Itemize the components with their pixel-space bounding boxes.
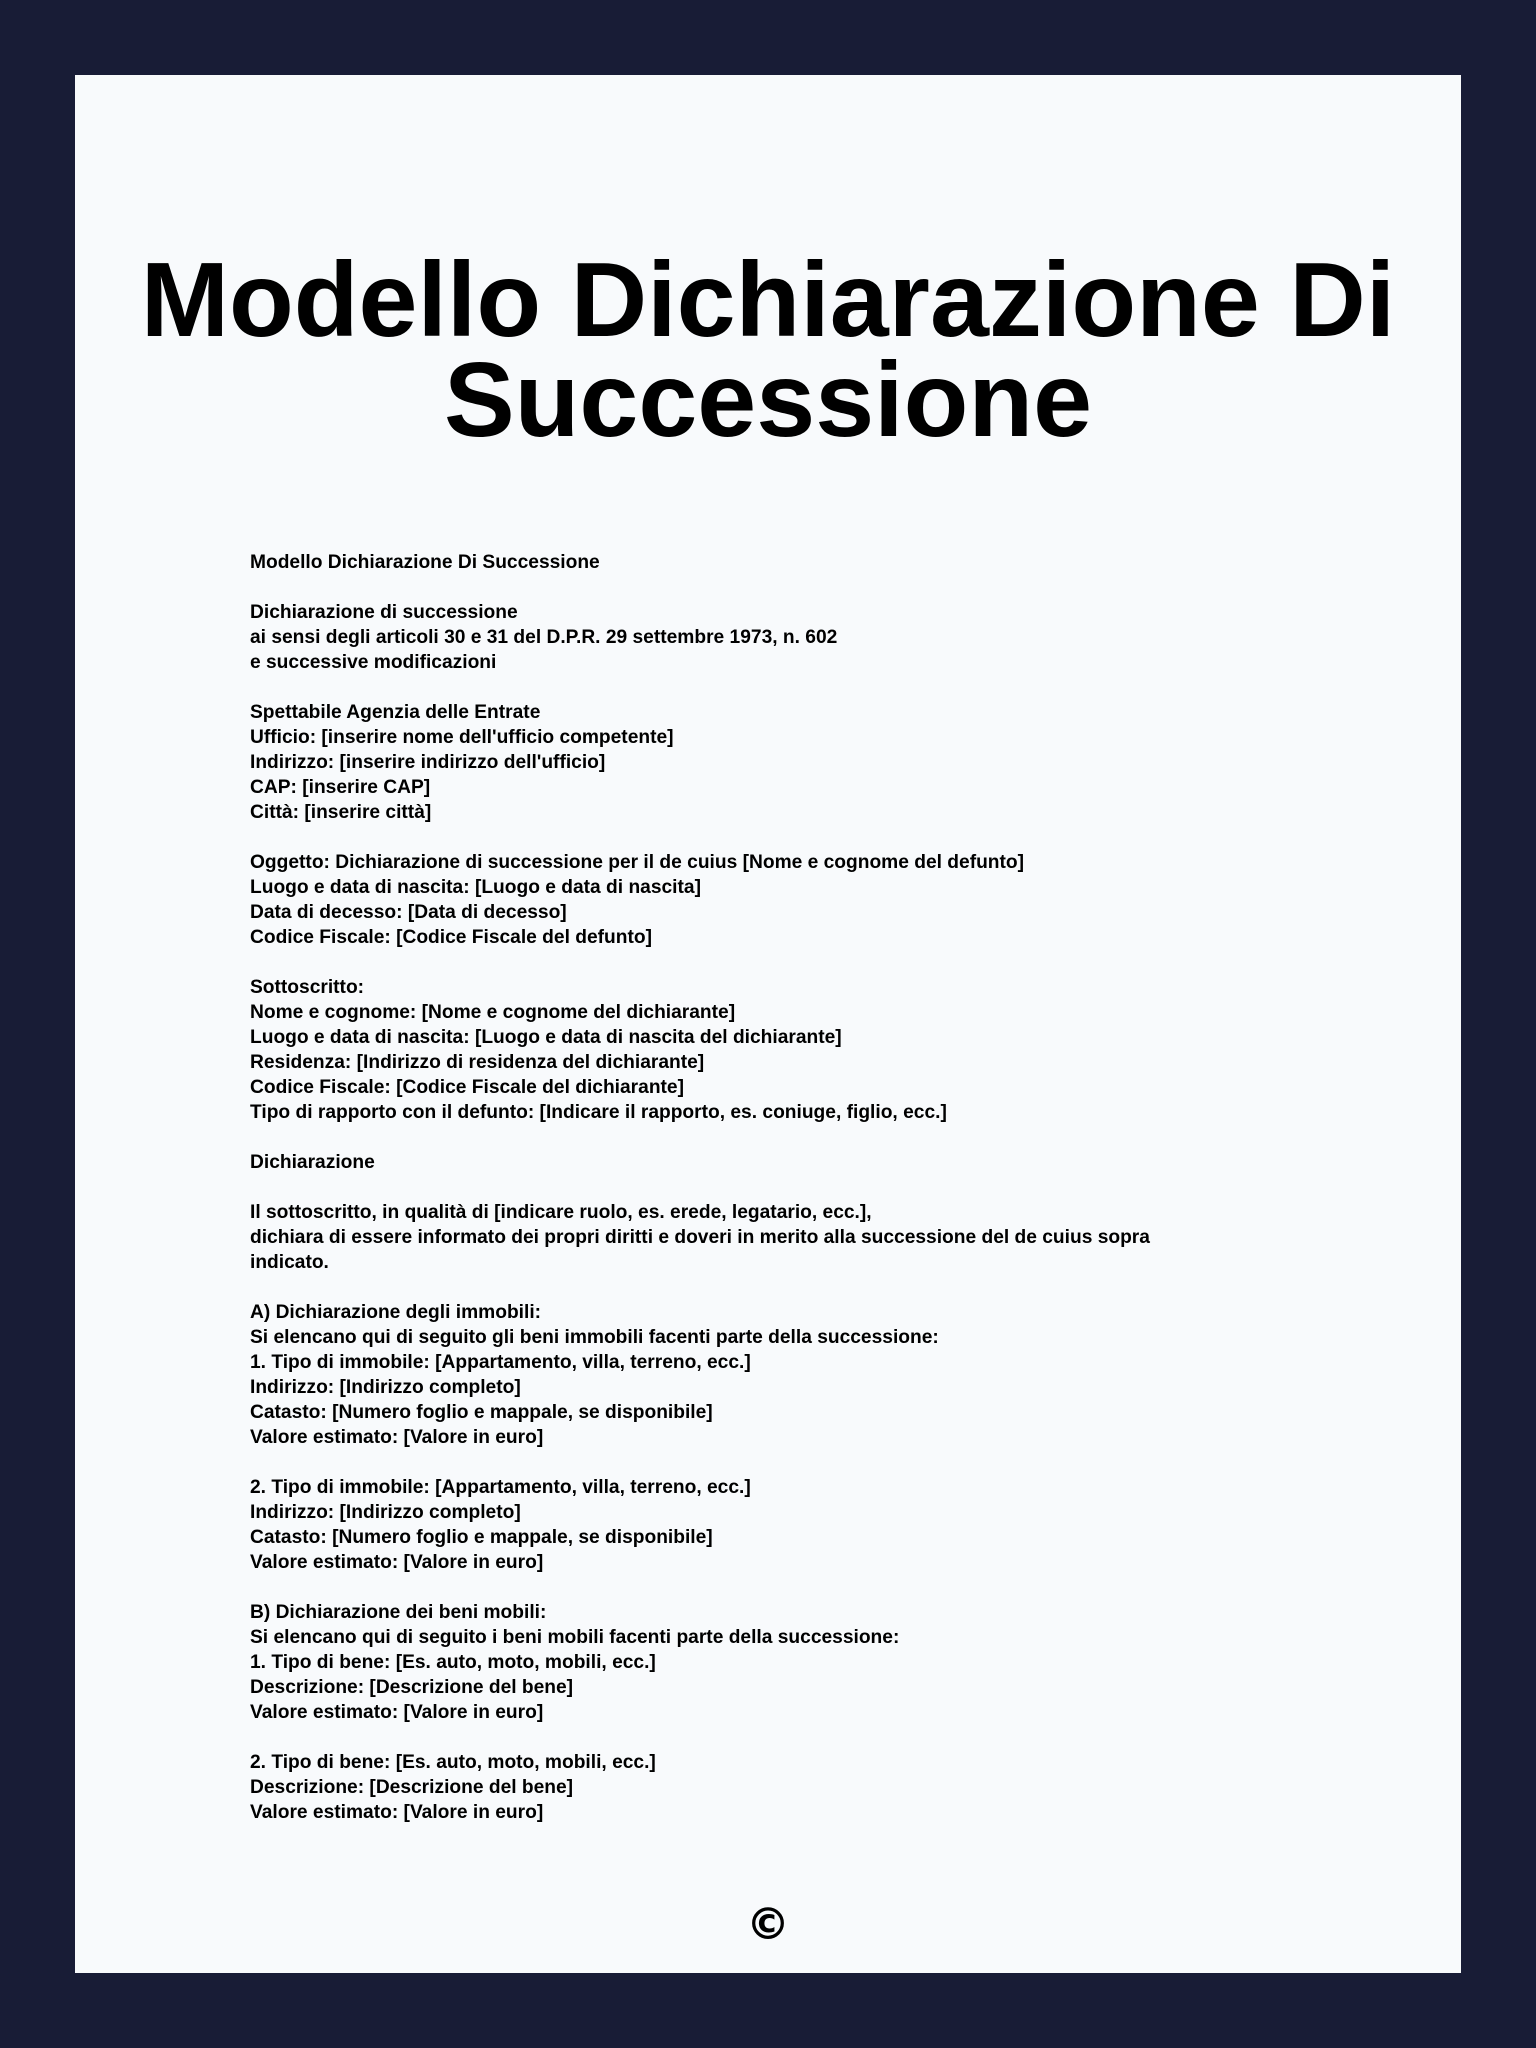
blank-line — [250, 1450, 1290, 1475]
text-line: Codice Fiscale: [Codice Fiscale del dichiarante] — [250, 1077, 684, 1098]
copyright-icon: © — [746, 1899, 790, 1950]
text-line: Dichiarazione di successione — [250, 602, 518, 623]
text-line: Luogo e data di nascita: [Luogo e data di nascita] — [250, 877, 701, 898]
text-line: Si elencano qui di seguito gli beni immobili facenti parte della successione: — [250, 1327, 939, 1348]
text-line: Tipo di rapporto con il defunto: [Indicare il rapporto, es. coniuge, figlio, ecc.] — [250, 1102, 947, 1123]
text-line: Catasto: [Numero foglio e mappale, se disponibile] — [250, 1527, 713, 1548]
text-line: Dichiarazione — [250, 1152, 375, 1173]
text-line: Descrizione: [Descrizione del bene] — [250, 1677, 574, 1698]
text-line: 2. Tipo di bene: [Es. auto, moto, mobili, ecc.] — [250, 1752, 656, 1773]
text-line: Sottoscritto: — [250, 977, 365, 998]
text-line: 2. Tipo di immobile: [Appartamento, villa, terreno, ecc.] — [250, 1477, 751, 1498]
text-line: Data di decesso: [Data di decesso] — [250, 902, 567, 923]
blank-line — [250, 575, 1290, 600]
blank-line — [250, 1175, 1290, 1200]
text-line: Ufficio: [inserire nome dell'ufficio competente] — [250, 727, 674, 748]
text-line: A) Dichiarazione degli immobili: — [250, 1302, 542, 1323]
blank-line — [250, 1275, 1290, 1300]
text-line: CAP: [inserire CAP] — [250, 777, 431, 798]
text-line: 1. Tipo di bene: [Es. auto, moto, mobili, ecc.] — [250, 1652, 656, 1673]
text-line: Nome e cognome: [Nome e cognome del dichiarante] — [250, 1002, 736, 1023]
text-line: Luogo e data di nascita: [Luogo e data di nascita del dichiarante] — [250, 1027, 842, 1048]
text-line: ai sensi degli articoli 30 e 31 del D.P.R. 29 settembre 1973, n. 602 — [250, 627, 838, 648]
text-line: Valore estimato: [Valore in euro] — [250, 1427, 544, 1448]
text-line: Residenza: [Indirizzo di residenza del dichiarante] — [250, 1052, 705, 1073]
text-line: Si elencano qui di seguito i beni mobili facenti parte della successione: — [250, 1627, 900, 1648]
text-line: Descrizione: [Descrizione del bene] — [250, 1777, 574, 1798]
document-title: Modello Dichiarazione Di Successione — [140, 241, 1396, 459]
document-page — [75, 75, 1461, 1973]
text-line: Catasto: [Numero foglio e mappale, se disponibile] — [250, 1402, 713, 1423]
text-line: Indirizzo: [Indirizzo completo] — [250, 1377, 521, 1398]
text-line: Spettabile Agenzia delle Entrate — [250, 702, 541, 723]
text-line: Indirizzo: [Indirizzo completo] — [250, 1502, 521, 1523]
blank-line — [250, 1575, 1290, 1600]
blank-line — [250, 825, 1290, 850]
text-line: Indirizzo: [inserire indirizzo dell'ufficio] — [250, 752, 606, 773]
text-line: Città: [inserire città] — [250, 802, 432, 823]
text-line: 1. Tipo di immobile: [Appartamento, villa, terreno, ecc.] — [250, 1352, 751, 1373]
text-line: Valore estimato: [Valore in euro] — [250, 1802, 544, 1823]
blank-line — [250, 1725, 1290, 1750]
blank-line — [250, 1125, 1290, 1150]
text-line: indicato. — [250, 1252, 329, 1273]
text-line: Valore estimato: [Valore in euro] — [250, 1702, 544, 1723]
text-line: Modello Dichiarazione Di Successione — [250, 552, 600, 573]
text-line: B) Dichiarazione dei beni mobili: — [250, 1602, 547, 1623]
text-line: dichiara di essere informato dei propri diritti e doveri in merito alla successione del de cuius sopra — [250, 1227, 1150, 1248]
blank-line — [250, 950, 1290, 975]
document-body — [250, 550, 1290, 1825]
blank-line — [250, 675, 1290, 700]
text-line: Codice Fiscale: [Codice Fiscale del defunto] — [250, 927, 652, 948]
text-line: e successive modificazioni — [250, 652, 497, 673]
text-line: Il sottoscritto, in qualità di [indicare ruolo, es. erede, legatario, ecc.], — [250, 1202, 872, 1223]
text-line: Oggetto: Dichiarazione di successione per il de cuius [Nome e cognome del defunto] — [250, 852, 1025, 873]
text-line: Valore estimato: [Valore in euro] — [250, 1552, 544, 1573]
